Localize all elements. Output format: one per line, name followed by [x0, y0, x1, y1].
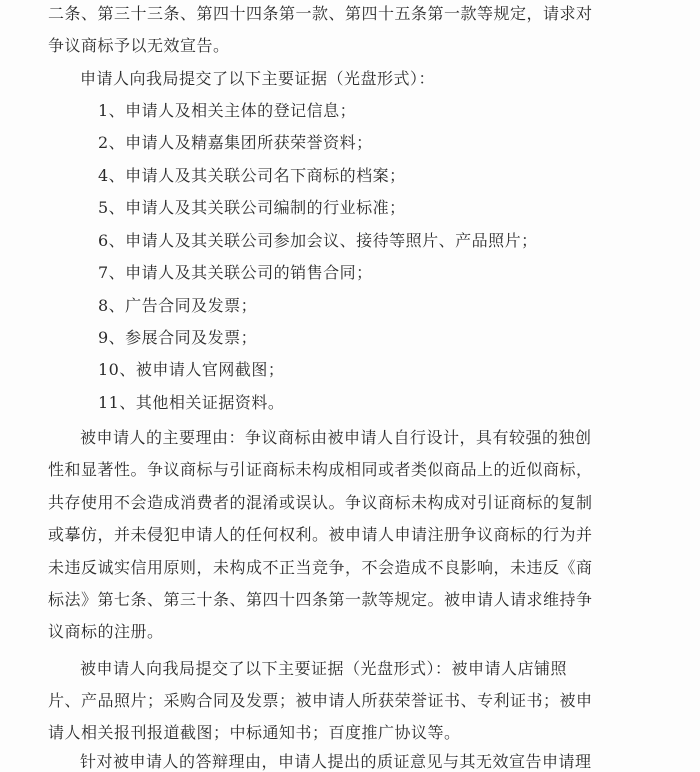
evidence-item: 7、申请人及其关联公司的销售合同； [98, 263, 373, 282]
paragraph-line: 性和显著性。争议商标与引证商标未构成相同或者类似商品上的近似商标， [48, 460, 593, 479]
paragraph-line: 针对被申请人的答辩理由，申请人提出的质证意见与其无效宣告申请理 [80, 752, 592, 771]
paragraph-line: 争议商标予以无效宣告。 [48, 36, 230, 55]
evidence-item: 11、其他相关证据资料。 [98, 393, 285, 412]
evidence-item: 2、申请人及精嘉集团所获荣誉资料； [98, 133, 373, 152]
paragraph-line: 请人相关报刊报道截图；中标通知书；百度推广协议等。 [48, 723, 461, 742]
paragraph-line: 共存使用不会造成消费者的混淆或误认。争议商标未构成对引证商标的复制 [48, 493, 593, 512]
paragraph-line: 申请人向我局提交了以下主要证据（光盘形式）： [80, 69, 436, 88]
evidence-item: 1、申请人及相关主体的登记信息； [98, 101, 357, 120]
evidence-item: 6、申请人及其关联公司参加会议、接待等照片、产品照片； [98, 231, 538, 250]
evidence-item: 9、参展合同及发票； [98, 328, 258, 347]
paragraph-line: 片、产品照片；采购合同及发票；被申请人所获荣誉证书、专利证书；被申 [48, 691, 593, 710]
paragraph-line: 或摹仿，并未侵犯申请人的任何权利。被申请人申请注册争议商标的行为并 [48, 525, 593, 544]
paragraph-line: 被申请人向我局提交了以下主要证据（光盘形式）：被申请人店铺照 [80, 659, 568, 678]
evidence-item: 4、申请人及其关联公司名下商标的档案； [98, 166, 406, 185]
paragraph-line: 未违反诚实信用原则，未构成不正当竞争，不会造成不良影响，未违反《商 [48, 558, 593, 577]
paragraph-line: 二条、第三十三条、第四十四条第一款、第四十五条第一款等规定，请求对 [48, 4, 593, 23]
evidence-item: 5、申请人及其关联公司编制的行业标准； [98, 198, 406, 217]
evidence-item: 10、被申请人官网截图； [98, 360, 285, 379]
evidence-item: 8、广告合同及发票； [98, 296, 258, 315]
paragraph-line: 议商标的注册。 [48, 622, 164, 641]
paragraph-line: 被申请人的主要理由：争议商标由被申请人自行设计，具有较强的独创 [80, 428, 592, 447]
paragraph-line: 标法》第七条、第三十条、第四十四条第一款等规定。被申请人请求维持争 [48, 590, 593, 609]
